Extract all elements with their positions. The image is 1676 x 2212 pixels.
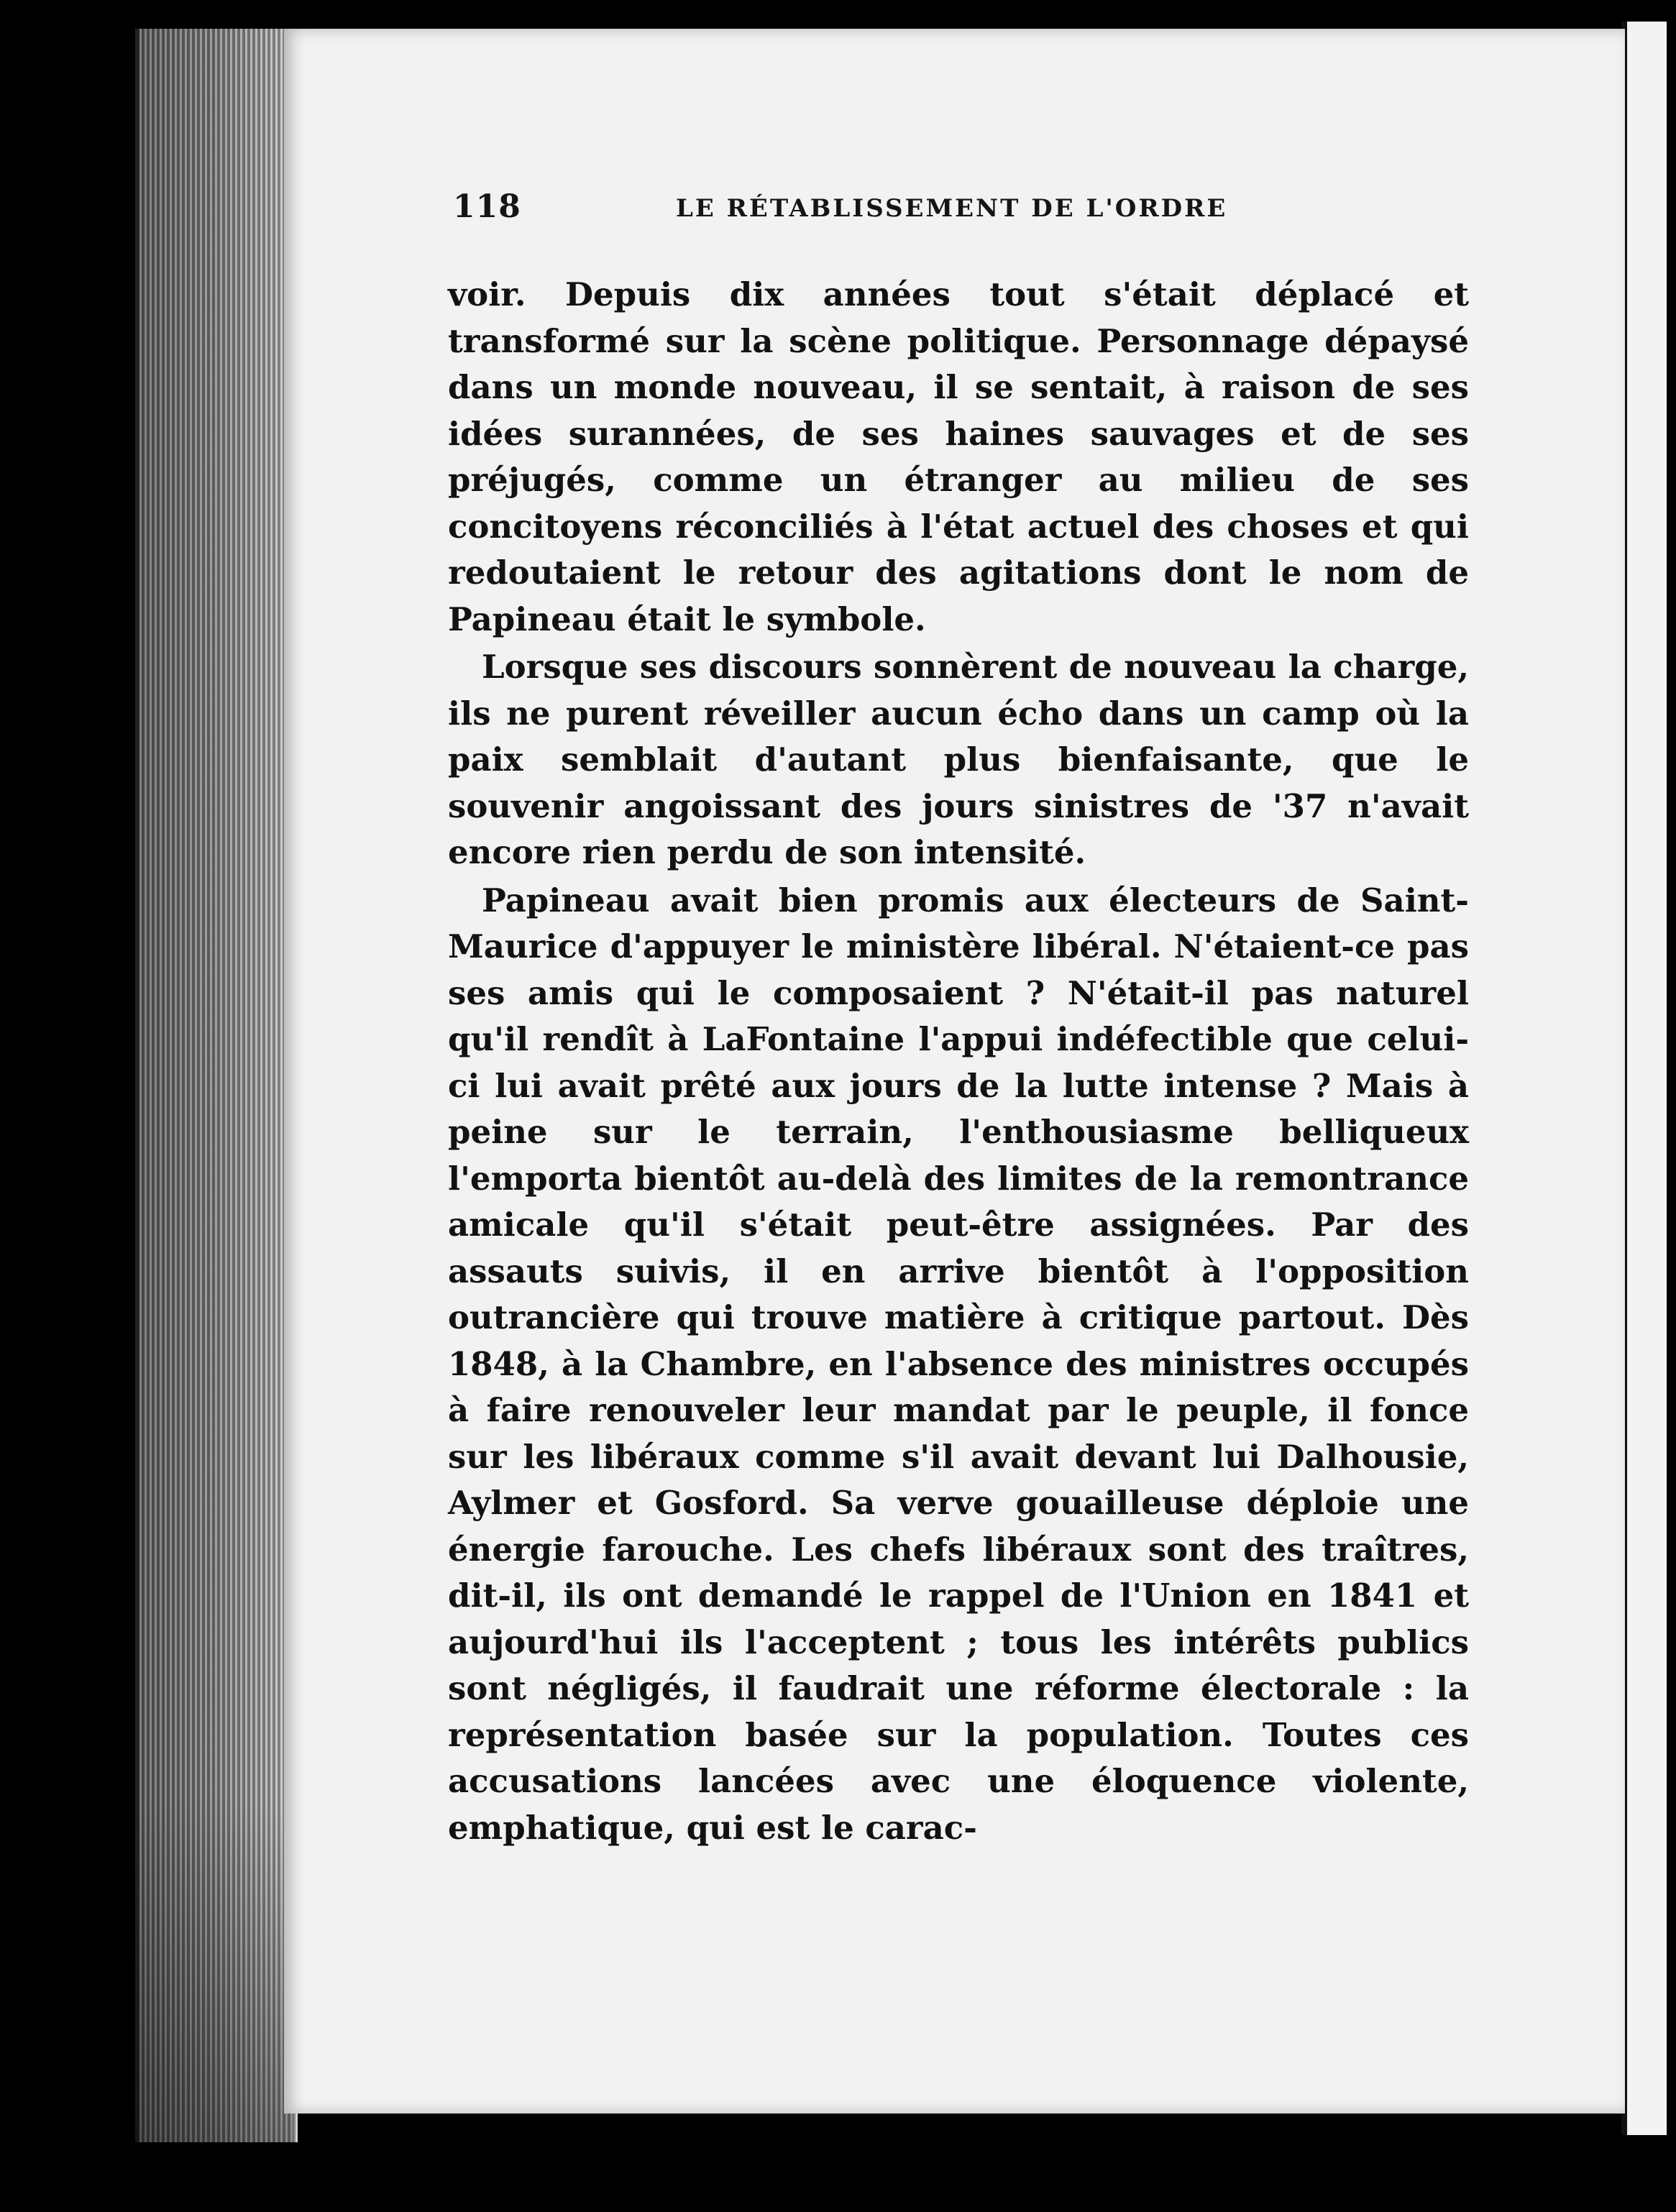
running-head	[453, 188, 1467, 231]
paragraph: Papineau avait bien promis aux électeurs de Saint-Maurice d'appuyer le ministère libéral. N'étaient-ce pas ses amis qui le composaient ? N'était-il pas naturel qu'il rendît à LaFontaine l'appui indéfectible que celui-ci lui avait prêté aux jours de la lutte intense ? Mais à peine sur le terrain, l'enthousiasme belliqueux l'emporta bientôt au-delà des limites de la remontrance amicale qu'il s'était peut-être assignées. Par des assauts suivis, il en arrive bientôt à l'opposition outrancière qui trouve matière à critique partout. Dès 1848, à la Chambre, en l'absence des ministres occupés à faire renouveler leur mandat par le peuple, il fonce sur les libéraux comme s'il avait devant lui Dalhousie, Aylmer et Gosford. Sa verve gouailleuse déploie une énergie farouche. Les chefs libéraux sont des traîtres, dit-il, ils ont demandé le rappel de l'Union en 1841 et aujourd'hui ils l'acceptent ; tous les intérêts publics sont négligés, il faudrait une réforme électorale : la représentation basée sur la population. Toutes ces accusations lancées avec une éloquence violente, emphatique, qui est le carac-	[448, 881, 1469, 1847]
paragraph: Lorsque ses discours sonnèrent de nouveau la charge, ils ne purent réveiller aucun écho dans un camp où la paix semblait d'autant plus bienfaisante, que le souvenir angoissant des jours sinistres de '37 n'avait encore rien perdu de son intensité.	[448, 648, 1469, 871]
paragraph-continuation: voir. Depuis dix années tout s'était déplacé et transformé sur la scène politique. Personnage dépaysé dans un monde nouveau, il se sentait, à raison de ses idées surannées, de ses haines sauvages et de ses préjugés, comme un étranger au milieu de ses concitoyens réconciliés à l'état actuel des choses et qui redoutaient le retour des agitations dont le nom de Papineau était le symbole.	[448, 275, 1469, 638]
body-text	[448, 272, 1469, 1851]
facing-page-edge	[1621, 22, 1667, 2135]
book-page-edges	[135, 29, 298, 2142]
page-number: 118	[453, 188, 521, 225]
running-title: LE RÉTABLISSEMENT DE L'ORDRE	[676, 194, 1228, 223]
